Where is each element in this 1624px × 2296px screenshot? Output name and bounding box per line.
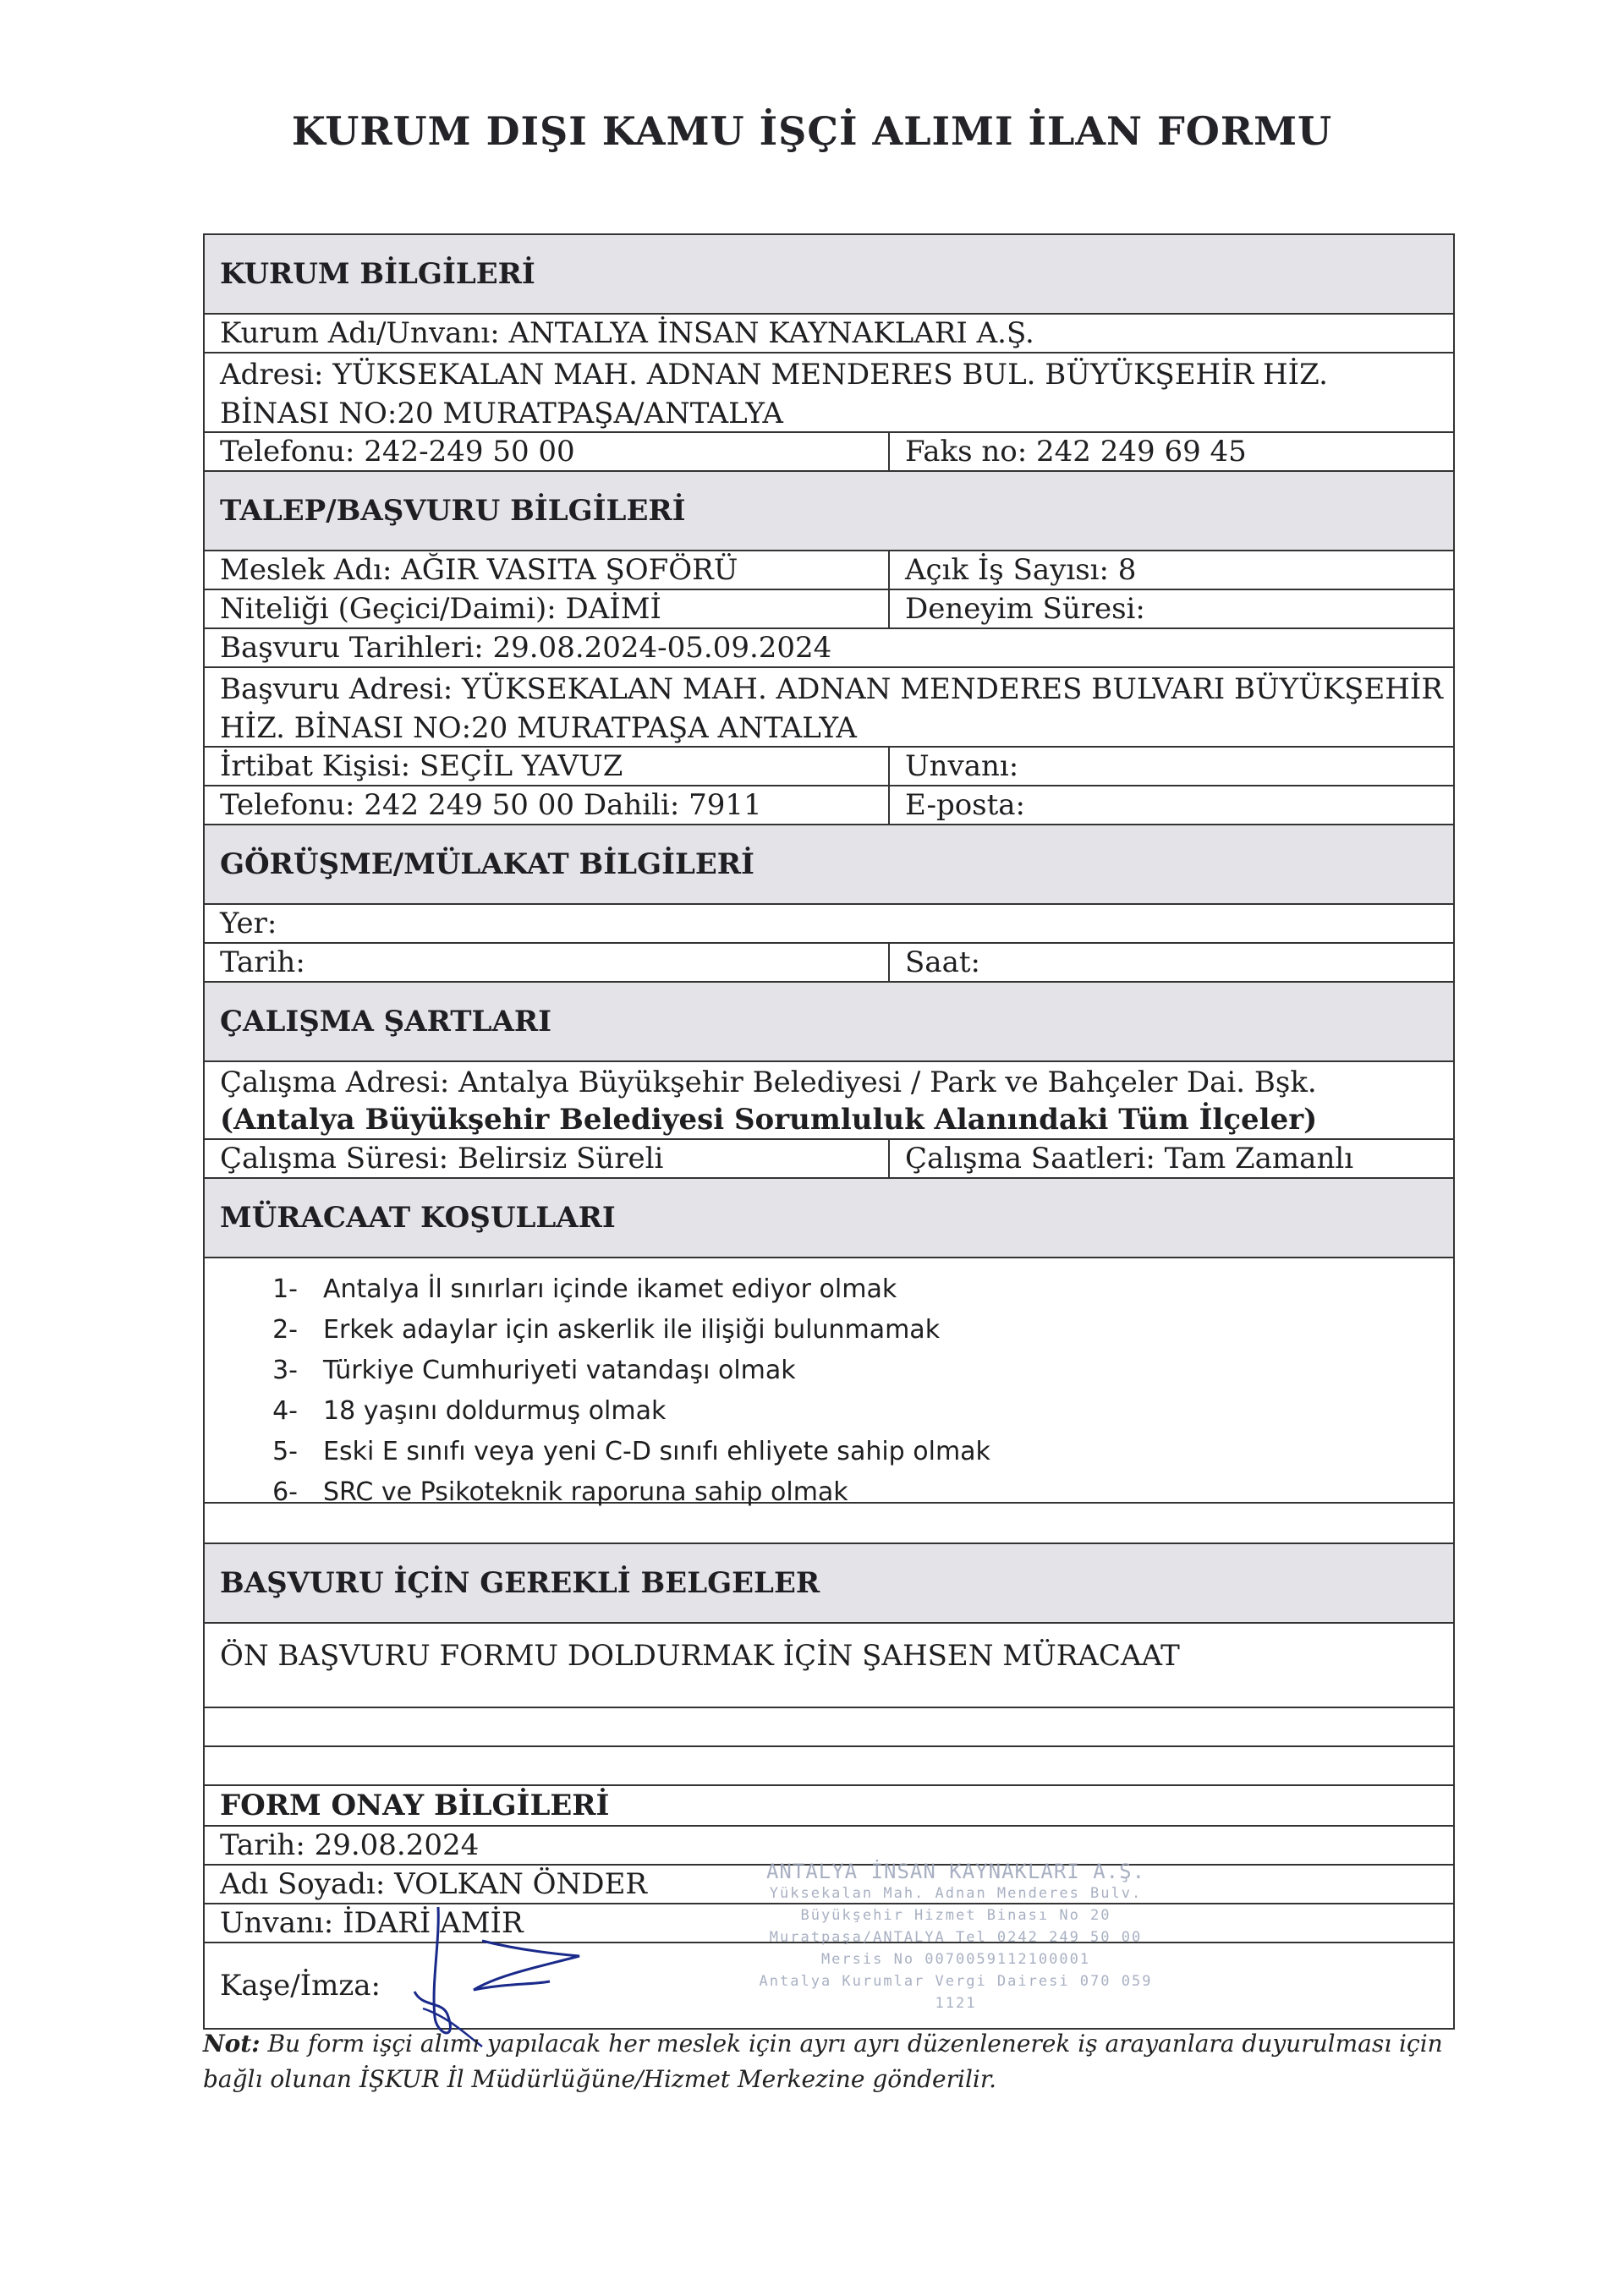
section-header-talep: TALEP/BAŞVURU BİLGİLERİ — [205, 472, 1453, 551]
talep-eposta: E-posta: — [905, 788, 1026, 822]
stamp-line: Muratpaşa/ANTALYA Tel 0242 249 50 00 — [769, 1929, 1143, 1946]
calisma-adres-row — [205, 1062, 1453, 1140]
basvuru-adresi-row — [205, 668, 1453, 748]
company-stamp — [753, 1860, 1159, 2014]
gorusme-yer-row — [205, 905, 1453, 944]
basvuru-adresi: Başvuru Adresi: YÜKSEKALAN MAH. ADNAN MENDERES BULVARI BÜYÜKŞEHİR HİZ. BİNASI NO:20 MURATPAŞA ANTALYA — [220, 672, 1443, 745]
section-header-onay: FORM ONAY BİLGİLERİ — [205, 1786, 1453, 1827]
stamp-line: Mersis No 0070059112100001 — [820, 1951, 1091, 1968]
section-header-gorusme: GÖRÜŞME/MÜLAKAT BİLGİLERİ — [205, 825, 1453, 905]
onay-tarih: Tarih: 29.08.2024 — [220, 1828, 480, 1862]
kosul-item — [205, 1350, 1453, 1390]
note-text: Bu form işçi alımı yapılacak her meslek için ayrı ayrı düzenlenerek iş arayanlara duyurulması için bağlı olunan İŞKUR İl Müdürlüğüne/Hizmet Merkezine gönderilir. — [203, 2030, 1443, 2093]
kosul-number: 2- — [272, 1314, 298, 1345]
onay-adi-soyadi: Adı Soyadı: VOLKAN ÖNDER — [220, 1867, 647, 1901]
kosul-number: 5- — [272, 1436, 298, 1466]
section-header-muracaat: MÜRACAAT KOŞULLARI — [205, 1179, 1453, 1258]
kosul-number: 3- — [272, 1355, 298, 1385]
kurum-adi: Kurum Adı/Unvanı: ANTALYA İNSAN KAYNAKLARI A.Ş. — [220, 316, 1034, 350]
kurum-telefon: Telefonu: 242-249 50 00 — [205, 433, 890, 470]
basvuru-tarihleri: Başvuru Tarihleri: 29.08.2024-05.09.2024 — [220, 631, 832, 665]
section-header-belgeler: BAŞVURU İÇİN GEREKLİ BELGELER — [205, 1544, 1453, 1624]
nitelik: Niteliği (Geçici/Daimi): DAİMİ — [205, 590, 890, 627]
meslek-adi: Meslek Adı: AĞIR VASITA ŞOFÖRÜ — [205, 551, 890, 589]
onay-unvani: Unvanı: İDARİ AMİR — [220, 1906, 524, 1940]
kosul-text: Erkek adaylar için askerlik ile ilişiği bulunmamak — [323, 1314, 941, 1345]
kosul-text: 18 yaşını doldurmuş olmak — [323, 1395, 667, 1426]
deneyim-suresi: Deneyim Süresi: — [905, 592, 1145, 626]
kase-imza: Kaşe/İmza: — [220, 1969, 381, 2003]
calisma-suresi: Çalışma Süresi: Belirsiz Süreli — [205, 1140, 890, 1177]
note-label: Not: — [203, 2030, 261, 2058]
irtibat-kisisi: İrtibat Kişisi: SEÇİL YAVUZ — [205, 748, 890, 785]
kurum-iletisim-row — [205, 433, 1453, 472]
kurum-adres-row — [205, 353, 1453, 433]
empty-row — [205, 1504, 1453, 1544]
gorusme-yer: Yer: — [220, 907, 277, 940]
irtibat-row — [205, 748, 1453, 786]
talep-nitelik-row — [205, 590, 1453, 629]
footer-note — [203, 2026, 1472, 2097]
gerekli-belgeler: ÖN BAŞVURU FORMU DOLDURMAK İÇİN ŞAHSEN MÜRACAAT — [220, 1639, 1180, 1673]
kosul-item — [205, 1309, 1453, 1350]
stamp-line: ANTALYA İNSAN KAYNAKLARI A.Ş. — [765, 1860, 1146, 1883]
irtibat-unvani: Unvanı: — [905, 749, 1019, 783]
kosul-item — [205, 1390, 1453, 1431]
acik-is-sayisi: Açık İş Sayısı: 8 — [905, 553, 1137, 587]
kosul-number: 6- — [272, 1477, 298, 1507]
gorusme-tarih: Tarih: — [205, 944, 890, 981]
calisma-sure-row — [205, 1140, 1453, 1179]
stamp-line: Büyükşehir Hizmet Binası No 20 — [800, 1907, 1111, 1924]
page-title: KURUM DIŞI KAMU İŞÇİ ALIMI İLAN FORMU — [291, 108, 1333, 154]
talep-telefon-row — [205, 786, 1453, 825]
empty-row — [205, 1747, 1453, 1786]
section-header-kurum: KURUM BİLGİLERİ — [205, 235, 1453, 315]
basvuru-tarihleri-row — [205, 629, 1453, 668]
kurum-adi-row — [205, 315, 1453, 353]
kosul-item — [205, 1269, 1453, 1309]
empty-row — [205, 1708, 1453, 1747]
stamp-line: Antalya Kurumlar Vergi Dairesi 070 059 1121 — [759, 1973, 1153, 2012]
kurum-faks: Faks no: 242 249 69 45 — [905, 435, 1247, 469]
kosul-text: SRC ve Psikoteknik raporuna sahip olmak — [323, 1477, 848, 1507]
gorusme-saat: Saat: — [905, 945, 980, 979]
muracaat-kosullari — [205, 1258, 1453, 1507]
stamp-line: Yüksekalan Mah. Adnan Menderes Bulv. — [769, 1885, 1143, 1902]
kosullar-list — [205, 1258, 1453, 1519]
belgeler-row — [205, 1624, 1453, 1708]
kosul-text: Antalya İl sınırları içinde ikamet ediyor olmak — [323, 1274, 897, 1304]
job-posting-form — [203, 233, 1455, 2030]
calisma-saatleri: Çalışma Saatleri: Tam Zamanlı — [905, 1142, 1354, 1175]
kurum-adres: Adresi: YÜKSEKALAN MAH. ADNAN MENDERES BUL. BÜYÜKŞEHİR HİZ. BİNASI NO:20 MURATPAŞA/ANTALYA — [220, 358, 1328, 430]
kosul-item — [205, 1431, 1453, 1471]
gorusme-tarih-row — [205, 944, 1453, 983]
kosul-text: Türkiye Cumhuriyeti vatandaşı olmak — [323, 1355, 796, 1385]
calisma-adresi: Çalışma Adresi: Antalya Büyükşehir Belediyesi / Park ve Bahçeler Dai. Bşk. — [220, 1066, 1317, 1099]
kosul-number: 1- — [272, 1274, 298, 1304]
calisma-alani: (Antalya Büyükşehir Belediyesi Sorumluluk Alanındaki Tüm İlçeler) — [220, 1103, 1318, 1137]
talep-meslek-row — [205, 551, 1453, 590]
kosul-number: 4- — [272, 1395, 298, 1426]
section-header-calisma: ÇALIŞMA ŞARTLARI — [205, 983, 1453, 1062]
kosul-text: Eski E sınıfı veya yeni C-D sınıfı ehliyete sahip olmak — [323, 1436, 990, 1466]
talep-telefon: Telefonu: 242 249 50 00 Dahili: 7911 — [205, 786, 890, 824]
